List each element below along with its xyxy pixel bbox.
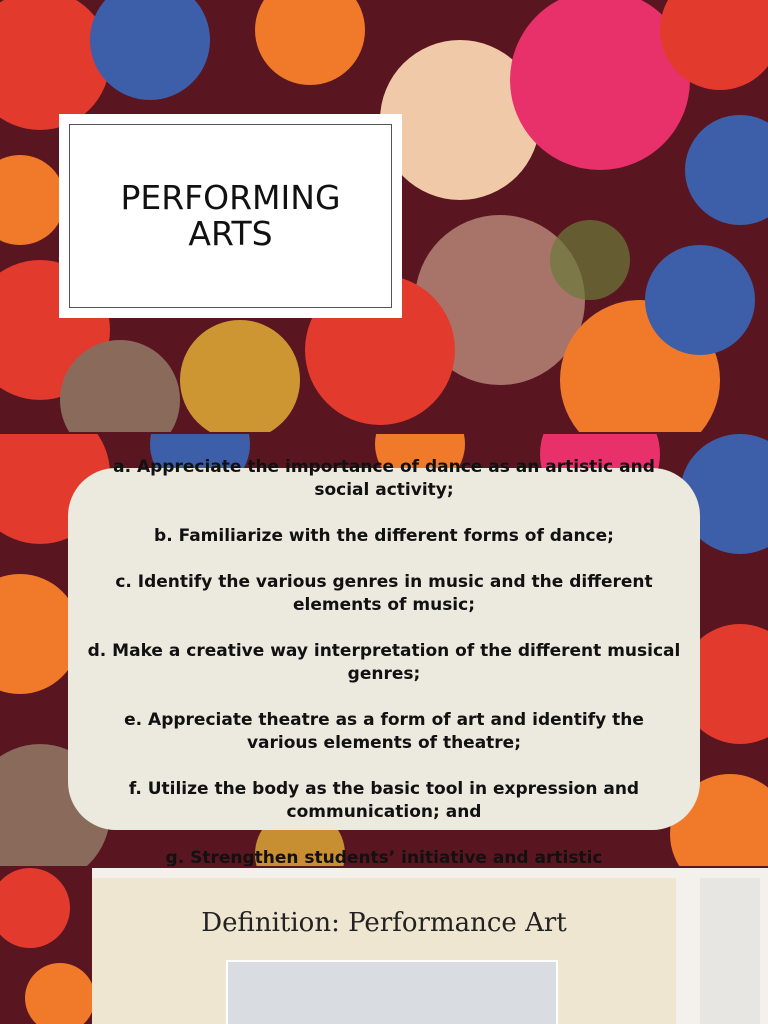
slide-frame bbox=[700, 878, 760, 1024]
objective-item: b. Familiarize with the different forms of dance; bbox=[154, 526, 614, 546]
objective-item: a. Appreciate the importance of dance as an artistic and social activity; bbox=[113, 457, 655, 500]
title-box bbox=[59, 114, 402, 318]
performance-photo bbox=[226, 960, 558, 1024]
objective-item: g. Strengthen students’ initiative and artistic bbox=[165, 848, 603, 866]
title-placeholder[interactable] bbox=[69, 124, 392, 308]
objective-item: d. Make a creative way interpretation of the different musical genres; bbox=[87, 641, 681, 684]
slide-definition[interactable] bbox=[0, 868, 768, 1024]
objective-item: c. Identify the various genres in music and the different elements of music; bbox=[115, 572, 653, 615]
slide-title[interactable] bbox=[0, 0, 768, 432]
objective-item: f. Utilize the body as the basic tool in expression and communication; and bbox=[128, 779, 640, 822]
objective-item: e. Appreciate theatre as a form of art and identify the various elements of theatre; bbox=[124, 710, 644, 753]
definition-title: Definition: Performance Art bbox=[201, 908, 567, 938]
floral-background bbox=[0, 868, 92, 1024]
objectives-list bbox=[86, 456, 682, 866]
slide-title-text: PERFORMING ARTS bbox=[120, 178, 341, 253]
slide-objectives[interactable] bbox=[0, 434, 768, 866]
